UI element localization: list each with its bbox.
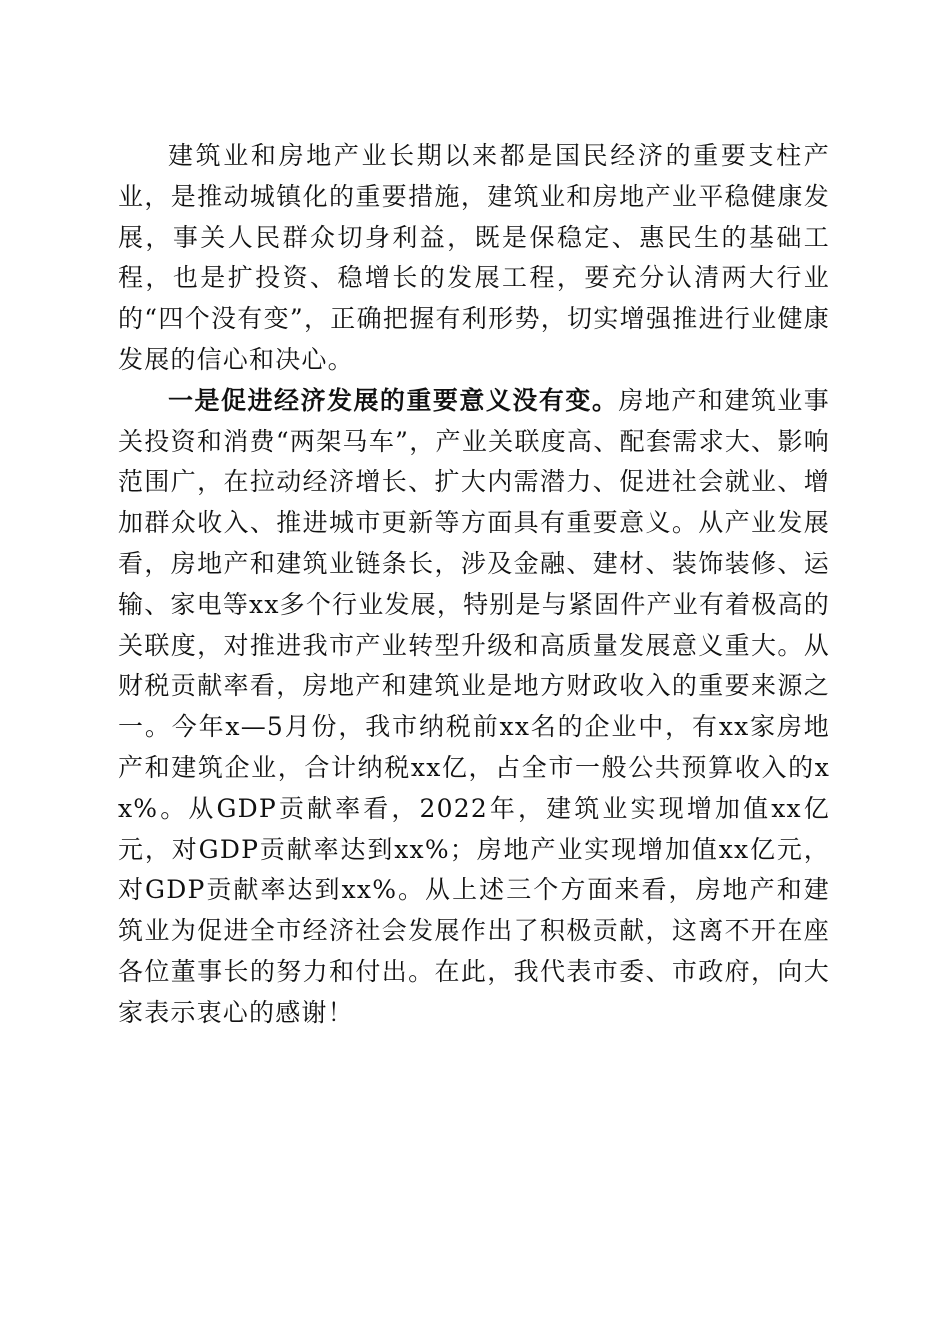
document-page: [118, 136, 830, 1034]
paragraph-point-one: [118, 381, 830, 1034]
paragraph-lead-heading: 一是促进经济发展的重要意义没有变。: [168, 385, 619, 415]
paragraph-text: 房地产和建筑业事关投资和消费“两架马车”，产业关联度高、配套需求大、影响范围广，在拉动经济增长、扩大内需潜力、促进社会就业、增加群众收入、推进城市更新等方面具有重要意义。从产业发展看，房地产和建筑业链条长，涉及金融、建材、装饰装修、运输、家电等xx多个行业发展，特别是与紧固件产业有着极高的关联度，对推进我市产业转型升级和高质量发展意义重大。从财税贡献率看，房地产和建筑业是地方财政收入的重要来源之一。今年x—5月份，我市纳税前xx名的企业中，有xx家房地产和建筑企业，合计纳税xx亿，占全市一般公共预算收入的xx%。从GDP贡献率看，2022年，建筑业实现增加值xx亿元，对GDP贡献率达到xx%；房地产业实现增加值xx亿元，对GDP贡献率达到xx%。从上述三个方面来看，房地产和建筑业为促进全市经济社会发展作出了积极贡献，这离不开在座各位董事长的努力和付出。在此，我代表市委、市政府，向大家表示衷心的感谢！: [118, 385, 830, 1027]
paragraph-intro: [118, 136, 830, 381]
paragraph-text: 建筑业和房地产业长期以来都是国民经济的重要支柱产业，是推动城镇化的重要措施，建筑业和房地产业平稳健康发展，事关人民群众切身利益，既是保稳定、惠民生的基础工程，也是扩投资、稳增长的发展工程，要充分认清两大行业的“四个没有变”，正确把握有利形势，切实增强推进行业健康发展的信心和决心。: [118, 141, 830, 374]
